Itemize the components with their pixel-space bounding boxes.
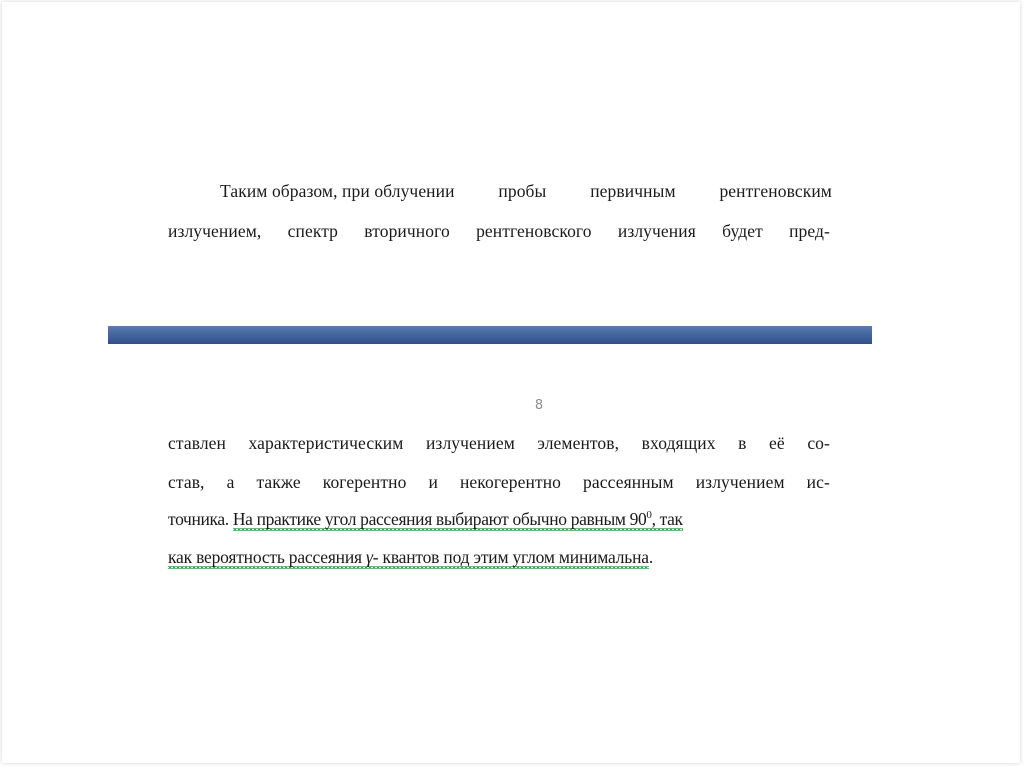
grammar-marked-text	[233, 509, 683, 531]
word: со-	[807, 433, 830, 453]
paragraph-line-4	[168, 471, 830, 493]
word: её	[769, 433, 785, 453]
word: первичным	[590, 181, 676, 201]
word: некогерентно	[459, 472, 562, 492]
line-5-marked: На практике угол рассеяния выбирают обычно равным 90	[232, 509, 647, 529]
page-break-separator	[108, 326, 872, 344]
slide-frame	[2, 2, 1020, 763]
word: став,	[168, 472, 205, 492]
grammar-marked-sentence	[168, 547, 649, 569]
word: и	[428, 472, 438, 492]
word: излучения	[617, 221, 696, 241]
word: Таким образом, при облучении	[220, 181, 455, 201]
word: ставлен	[168, 433, 226, 453]
word: рентгеновским	[719, 181, 832, 201]
paragraph-line-5	[168, 508, 683, 530]
word: пробы	[498, 181, 547, 201]
word: излучением	[695, 472, 785, 492]
line-6-part1: как вероятность рассеяния	[168, 547, 367, 567]
paragraph-line-1	[220, 180, 832, 202]
word: пред-	[789, 221, 830, 241]
word: излучением	[425, 433, 515, 453]
word: будет	[722, 221, 763, 241]
line-5-prefix: точника.	[168, 509, 233, 529]
word: а	[226, 472, 235, 492]
word: элементов,	[537, 433, 620, 453]
page-number: 8	[534, 398, 544, 413]
word: рентгеновского	[476, 221, 592, 241]
word: вторичного	[364, 221, 450, 241]
paragraph-line-2	[168, 220, 830, 242]
gamma-symbol: γ	[366, 547, 373, 567]
word: рассеянным	[583, 472, 674, 492]
word: характеристическим	[248, 433, 404, 453]
word: излучением,	[168, 221, 262, 241]
line-5-suffix: , так	[651, 509, 683, 529]
degree-superscript: 0	[646, 509, 652, 521]
line-6-part2: - квантов под этим углом минимальна	[372, 547, 649, 567]
word: также	[256, 472, 301, 492]
word: когерентно	[322, 472, 407, 492]
word: входящих	[641, 433, 716, 453]
word: спектр	[287, 221, 339, 241]
paragraph-line-3	[168, 432, 830, 454]
word: в	[738, 433, 747, 453]
word: ис-	[806, 472, 830, 492]
line-6-end: .	[648, 547, 654, 567]
paragraph-line-6	[168, 546, 653, 568]
